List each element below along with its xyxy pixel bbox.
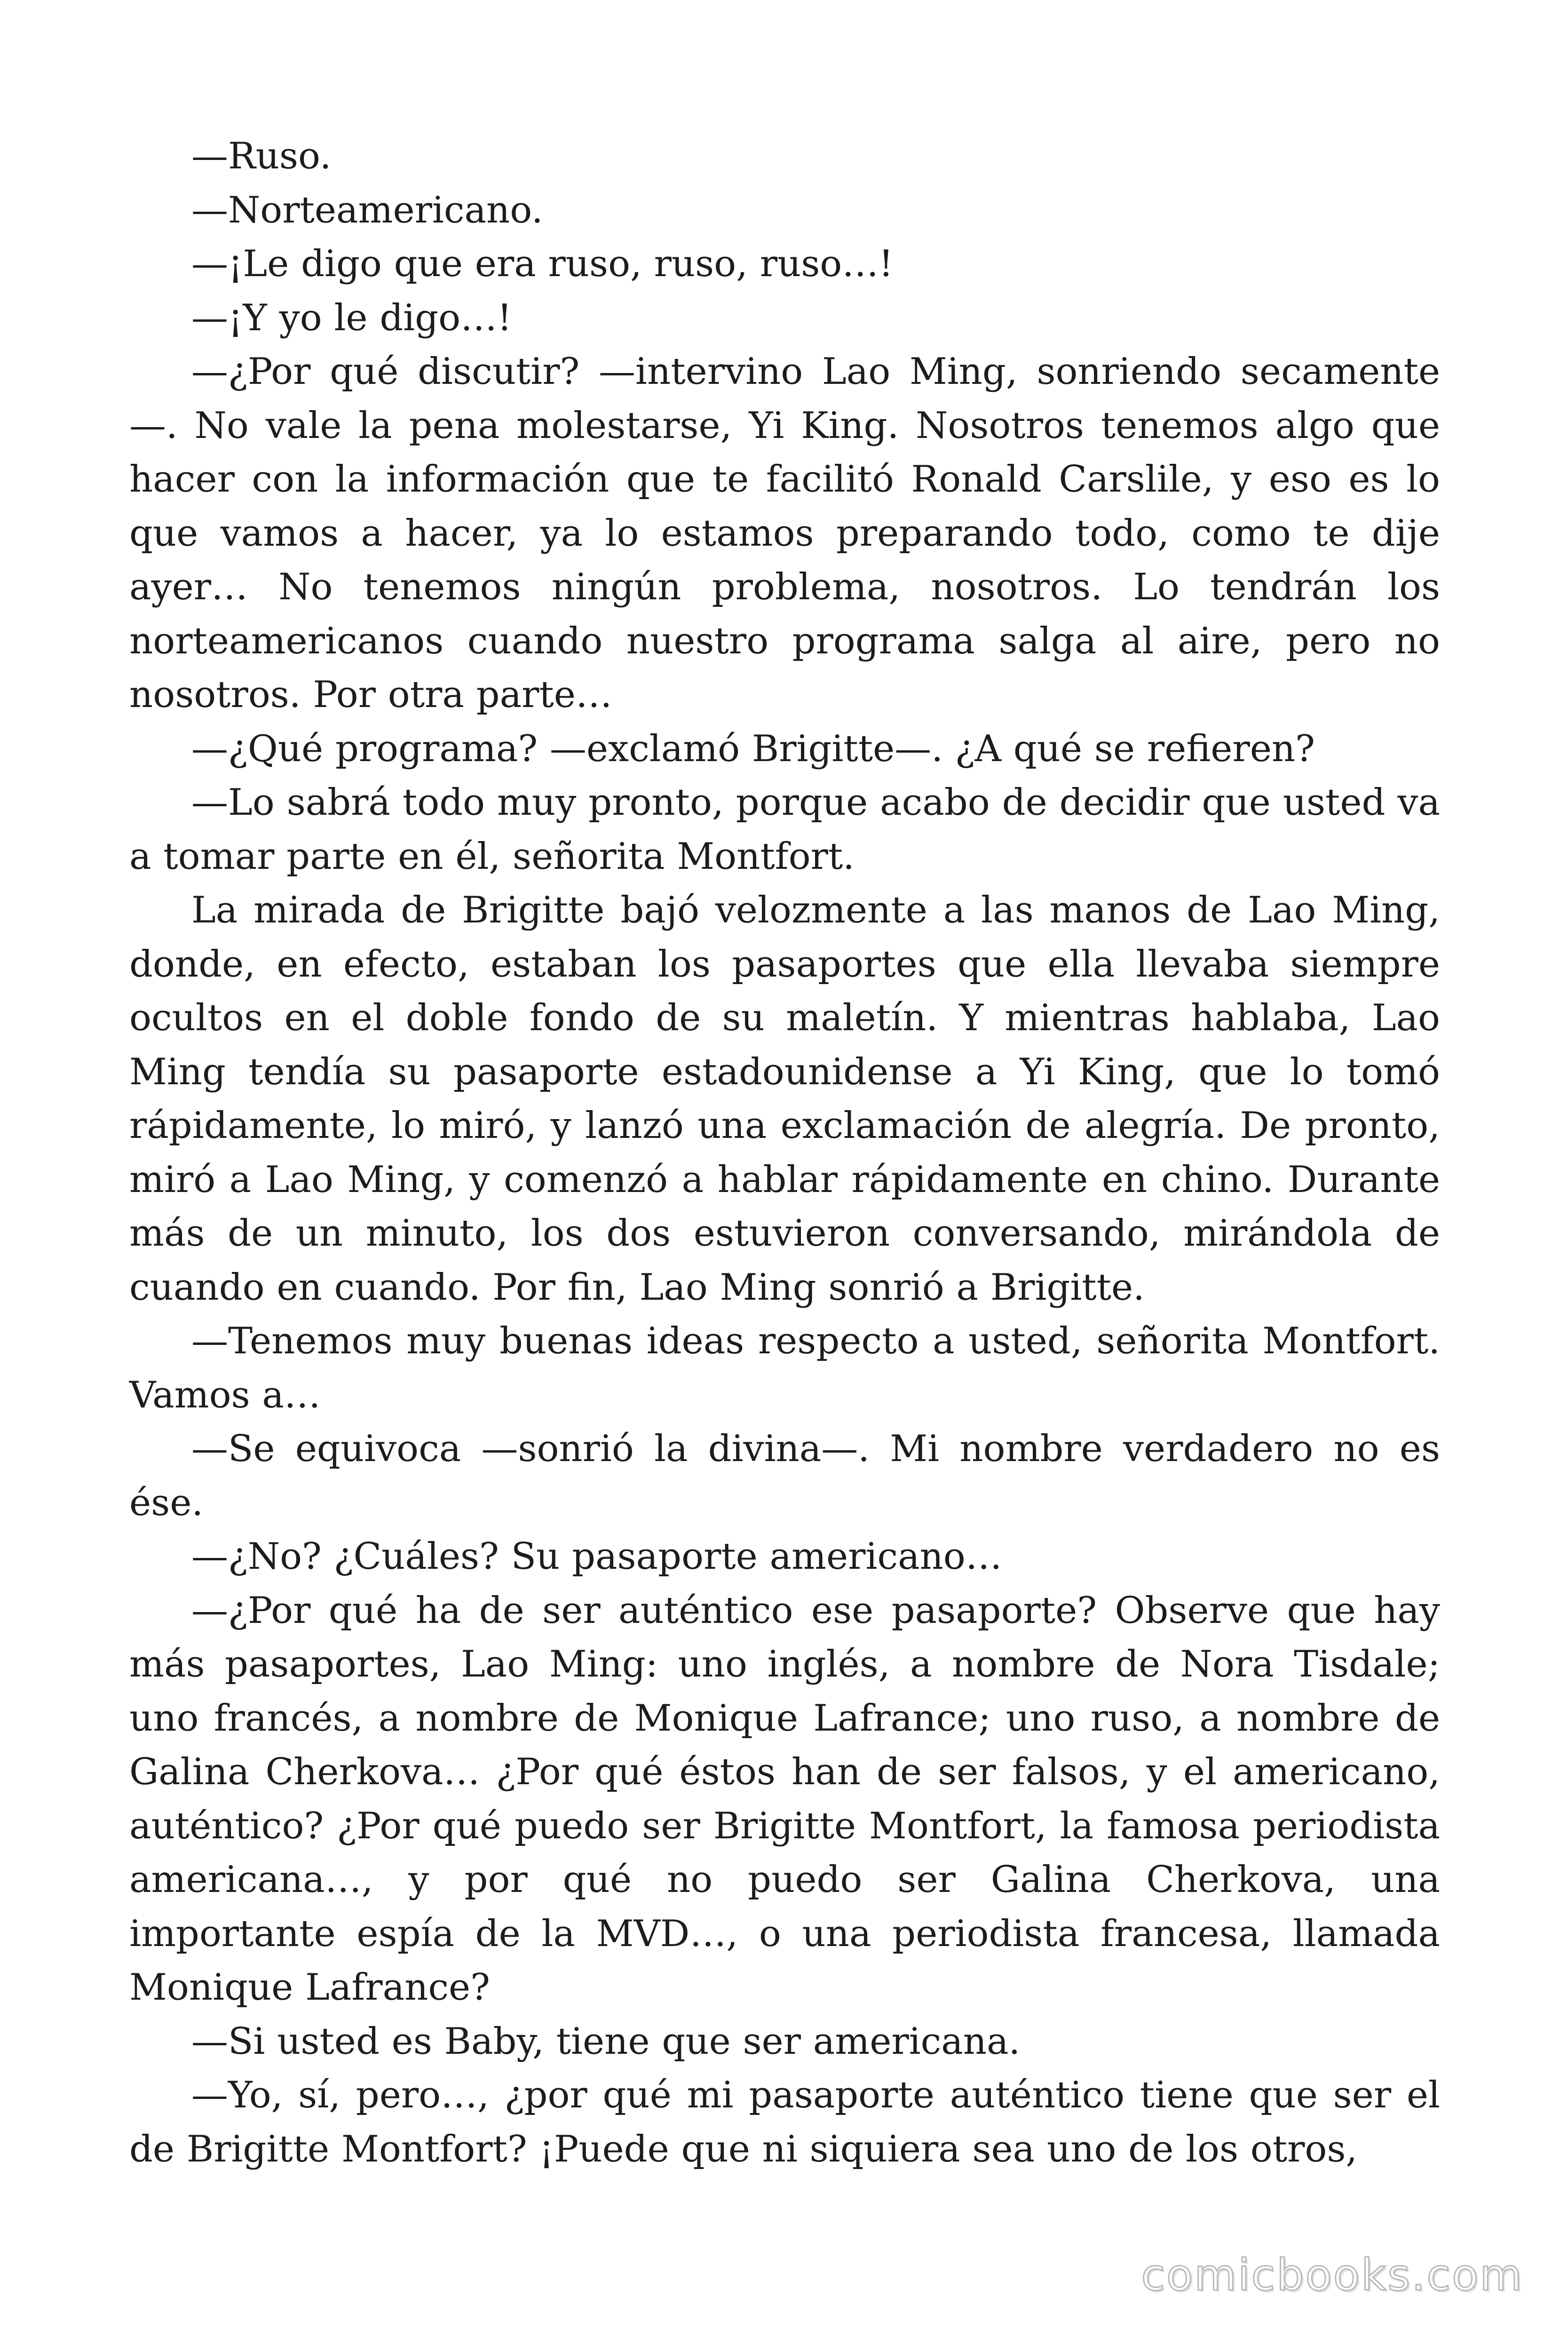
paragraph-3: —¡Le digo que era ruso, ruso, ruso…! <box>191 243 894 285</box>
page-body <box>129 129 1440 2176</box>
paragraph-4: —¡Y yo le digo…! <box>191 296 512 339</box>
paragraph-14: —Yo, sí, pero…, ¿por qué mi pasaporte auténtico tiene que ser el de Brigitte Montfort? ¡Puede que ni siquiera sea uno de los otros, <box>129 2074 1440 2170</box>
paragraph-13: —Si usted es Baby, tiene que ser americana. <box>191 2020 1021 2063</box>
paragraph-8: La mirada de Brigitte bajó velozmente a las manos de Lao Ming, donde, en efecto, estaban los pasaportes que ella llevaba siempre ocultos en el doble fondo de su maletín. Y mientras hablaba, Lao Ming tendía su pasaporte estadounidense a Yi King, que lo tomó rápidamente, lo miró, y lanzó una exclamación de alegría. De pronto, miró a Lao Ming, y comenzó a hablar rápidamente en chino. Durante más de un minuto, los dos estuvieron conversando, mirándola de cuando en cuando. Por fin, Lao Ming sonrió a Brigitte. <box>129 889 1440 1309</box>
paragraph-2: —Norteamericano. <box>191 189 543 231</box>
paragraph-7: —Lo sabrá todo muy pronto, porque acabo de decidir que usted va a tomar parte en él, señorita Montfort. <box>129 781 1440 878</box>
paragraph-6: —¿Qué programa? —exclamó Brigitte—. ¿A qué se refieren? <box>191 727 1315 770</box>
paragraph-5: —¿Por qué discutir? —intervino Lao Ming, sonriendo secamente —. No vale la pena molestarse, Yi King. Nosotros tenemos algo que hacer con la información que te facilitó Ronald Carslile, y eso es lo que vamos a hacer, ya lo estamos preparando todo, como te dije ayer… No tenemos ningún problema, nosotros. Lo tendrán los norteamericanos cuando nuestro programa salga al aire, pero no nosotros. Por otra parte… <box>129 350 1440 716</box>
watermark-logo: comicbooks.com <box>1141 2250 1523 2300</box>
paragraph-12: —¿Por qué ha de ser auténtico ese pasaporte? Observe que hay más pasaportes, Lao Ming: uno inglés, a nombre de Nora Tisdale; uno francés, a nombre de Monique Lafrance; uno ruso, a nombre de Galina Cherkova… ¿Por qué éstos han de ser falsos, y el americano, auténtico? ¿Por qué puedo ser Brigitte Montfort, la famosa periodista americana…, y por qué no puedo ser Galina Cherkova, una importante espía de la MVD…, o una periodista francesa, llamada Monique Lafrance? <box>129 1589 1440 2009</box>
paragraph-11: —¿No? ¿Cuáles? Su pasaporte americano… <box>191 1535 1002 1578</box>
paragraph-9: —Tenemos muy buenas ideas respecto a usted, señorita Montfort. Vamos a… <box>129 1320 1440 1416</box>
paragraph-1: —Ruso. <box>191 135 332 177</box>
paragraph-10: —Se equivoca —sonrió la divina—. Mi nombre verdadero no es ése. <box>129 1428 1440 1524</box>
